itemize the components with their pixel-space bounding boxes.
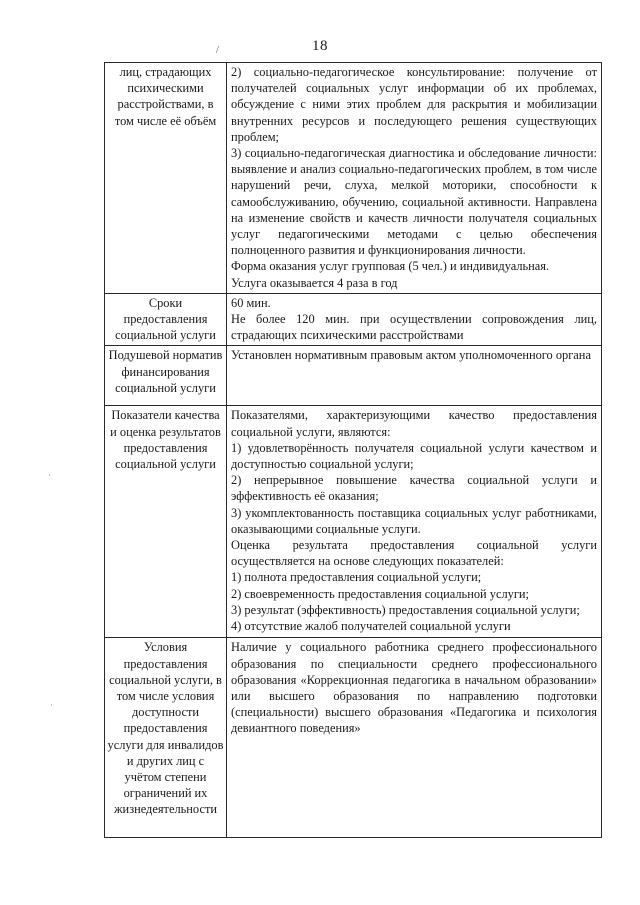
row-label: Сроки предоставления социальной услуги — [105, 293, 227, 346]
table-row — [105, 293, 602, 346]
paragraph: Установлен нормативным правовым актом уполномоченного органа — [231, 348, 591, 363]
table-row — [105, 346, 602, 406]
paragraph: 60 мин. — [231, 295, 271, 310]
scan-artifact-dot: · — [48, 470, 51, 480]
row-content — [227, 63, 602, 294]
row-content — [227, 293, 602, 346]
paragraph: 3) результат (эффективность) предоставления социальной услуги; — [231, 602, 580, 617]
page-number: 18 — [312, 38, 328, 54]
table-row — [105, 406, 602, 638]
row-label: Условия предоставления социальной услуги, в том числе условия доступности предоставления услуги для инвалидов и других лиц с учётом степени ограничений их жизнедеятельности — [105, 638, 227, 838]
paragraph: 2) своевременность предоставления социальной услуги; — [231, 586, 529, 601]
row-label: лиц, страдающих психическими расстройствами, в том числе её объём — [105, 63, 227, 294]
row-label: Подушевой норматив финансирования социальной услуги — [105, 346, 227, 406]
scan-mark: / — [216, 45, 219, 56]
row-content — [227, 638, 602, 838]
paragraph: Оценка результата предоставления социальной услуги осуществляется на основе следующих показателей: — [231, 538, 597, 569]
paragraph: 1) полнота предоставления социальной услуги; — [231, 570, 482, 585]
row-label: Показатели качества и оценка результатов предоставления социальной услуги — [105, 406, 227, 638]
scan-artifact-dot: · — [50, 700, 53, 710]
paragraph: Наличие у социального работника среднего профессионального образования по специальности среднего профессионального образования «Коррекционная педагогика в начальном образовании» или высшего образования по направлению подготовки (специальности) высшего образования «Педагогика и психология девиантного поведения» — [231, 640, 597, 736]
paragraph: 2) социально-педагогическое консультирование: получение от получателей социальных услуг информации об их проблемах, обсуждение с ними этих проблем для раскрытия и мобилизации внутренних ресурсов и последующего решения существующих проблем; — [231, 65, 597, 144]
paragraph: Услуга оказывается 4 раза в год — [231, 275, 398, 290]
paragraph: 3) укомплектованность поставщика социальных услуг работниками, оказывающими социальные услуги. — [231, 505, 597, 536]
service-description-table — [104, 62, 602, 838]
paragraph: Показателями, характеризующими качество предоставления социальной услуги, являются: — [231, 408, 597, 439]
paragraph: 4) отсутствие жалоб получателей социальной услуги — [231, 619, 511, 634]
table-row — [105, 63, 602, 294]
paragraph: 3) социально-педагогическая диагностика и обследование личности: выявление и анализ социально-педагогических проблем, в том числе нарушений речи, слуха, мелкой моторики, способности к самообслуживанию, обучению, социальной активности. Направлена на изменение свойств и качеств личности получателя социальных услуг педагогическими методами с целью обеспечения полноценного развития и функционирования личности. — [231, 146, 597, 258]
paragraph: Не более 120 мин. при осуществлении сопровождения лиц, страдающих психическими расстройствами — [231, 312, 597, 343]
paragraph: Форма оказания услуг групповая (5 чел.) и индивидуальная. — [231, 259, 550, 274]
paragraph: 1) удовлетворённость получателя социальной услуги качеством и доступностью социальной услуги; — [231, 440, 597, 472]
row-content — [227, 346, 602, 406]
paragraph: 2) непрерывное повышение качества социальной услуги и эффективность её оказания; — [231, 473, 597, 504]
row-content — [227, 406, 602, 638]
table-row — [105, 638, 602, 838]
